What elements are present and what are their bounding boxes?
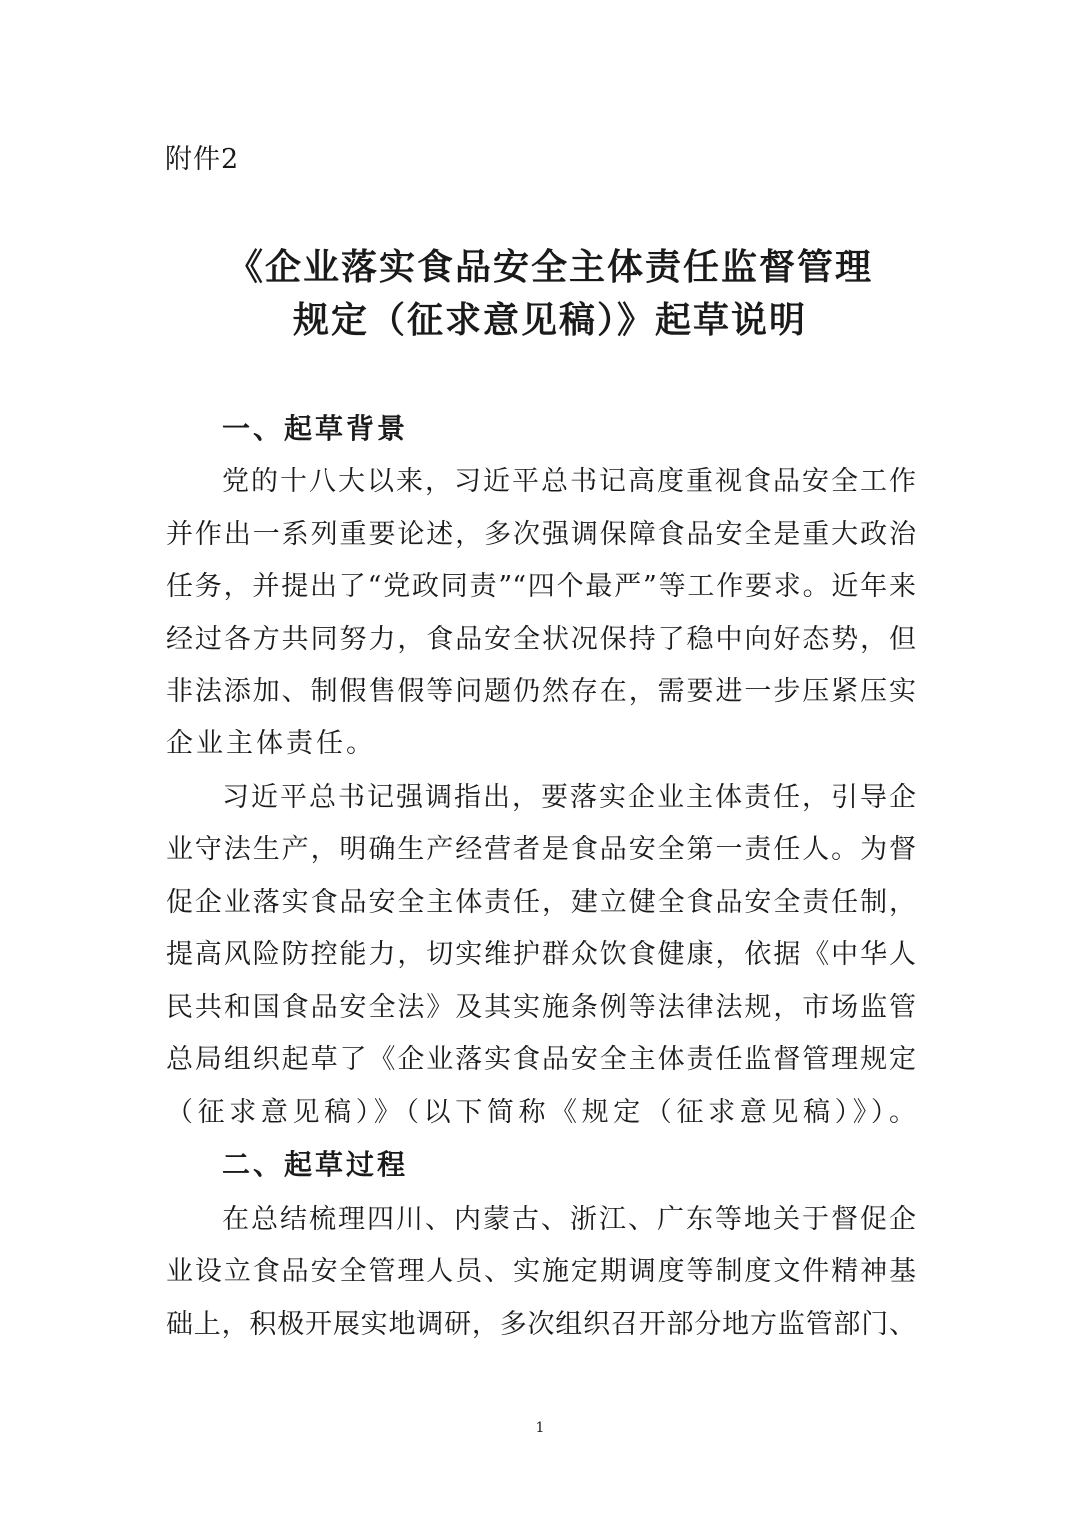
section-heading-background: 一、起草背景 (222, 412, 409, 445)
paragraph-line: 并作出一系列重要论述，多次强调保障食品安全是重大政治 (166, 519, 916, 550)
paragraph-line: 促企业落实食品安全主体责任，建立健全食品安全责任制， (166, 887, 916, 918)
document-title-line-2: 规定（征求意见稿）》起草说明 (292, 300, 807, 341)
paragraph-line: 提高风险防控能力，切实维护群众饮食健康，依据《中华人 (166, 939, 916, 970)
paragraph-line: 党的十八大以来，习近平总书记高度重视食品安全工作 (222, 466, 916, 497)
paragraph-line: 础上，积极开展实地调研，多次组织召开部分地方监管部门、 (166, 1309, 916, 1340)
paragraph-line: （征求意见稿）》（以下简称《规定（征求意见稿）》）。 (166, 1097, 916, 1128)
paragraph-line: 任务，并提出了“党政同责”“四个最严”等工作要求。近年来 (166, 571, 916, 602)
paragraph-line: 企业主体责任。 (166, 728, 376, 759)
attachment-label: 附件2 (165, 144, 240, 175)
paragraph-line: 总局组织起草了《企业落实食品安全主体责任监督管理规定 (166, 1044, 916, 1075)
document-title-line-1: 《企业落实食品安全主体责任监督管理 (226, 247, 873, 288)
section-heading-process: 二、起草过程 (222, 1148, 409, 1181)
paragraph-line: 在总结梳理四川、内蒙古、浙江、广东等地关于督促企 (222, 1204, 916, 1235)
paragraph-line: 习近平总书记强调指出，要落实企业主体责任，引导企 (222, 782, 916, 813)
paragraph-line: 经过各方共同努力，食品安全状况保持了稳中向好态势，但 (166, 624, 916, 655)
page-number: 1 (535, 1420, 545, 1436)
paragraph-line: 非法添加、制假售假等问题仍然存在，需要进一步压紧压实 (166, 676, 916, 707)
paragraph-line: 业设立食品安全管理人员、实施定期调度等制度文件精神基 (166, 1256, 916, 1287)
paragraph-line: 业守法生产，明确生产经营者是食品安全第一责任人。为督 (166, 834, 916, 865)
paragraph-line: 民共和国食品安全法》及其实施条例等法律法规，市场监管 (166, 992, 916, 1023)
